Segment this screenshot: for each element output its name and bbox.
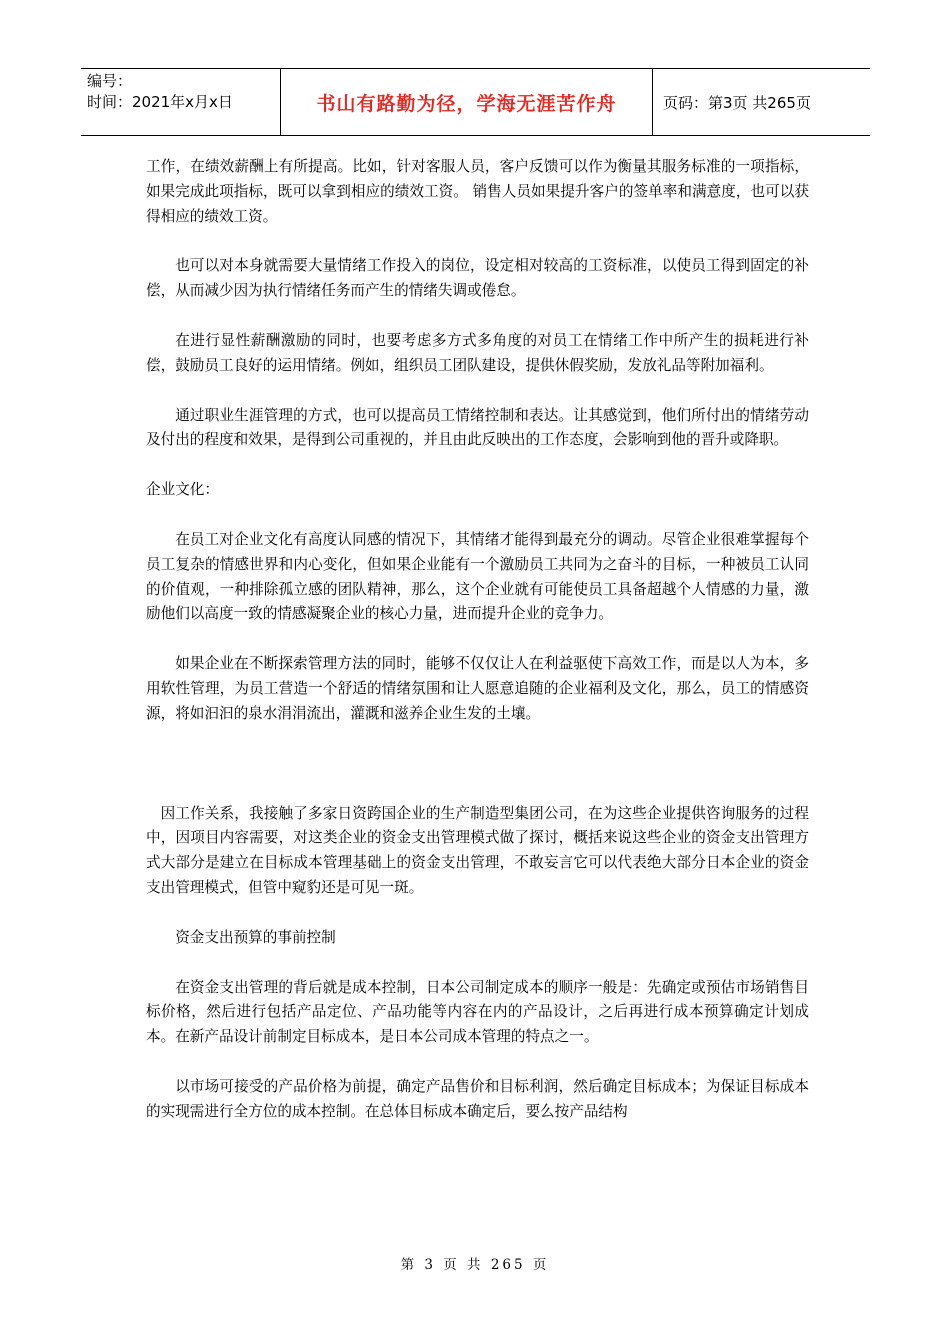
- header-meta: [81, 69, 281, 135]
- document-date-label: 时间：2021年x月x日: [87, 93, 233, 111]
- body-paragraph: 通过职业生涯管理的方式，也可以提高员工情绪控制和表达。让其感觉到，他们所付出的情绪劳动及付出的程度和效果，是得到公司重视的，并且由此反映出的工作态度，会影响到他的晋升或降职。: [146, 406, 809, 449]
- section-heading: 企业文化：: [146, 481, 219, 499]
- body-paragraph: 在进行显性薪酬激励的同时，也要考虑多方式多角度的对员工在情绪工作中所产生的损耗进行补偿，鼓励员工良好的运用情绪。例如，组织员工团队建设，提供休假奖励，发放礼品等附加福利。: [146, 331, 809, 374]
- header-page-info: 页码：第3页 共265页: [663, 93, 811, 112]
- page-header: [81, 68, 870, 136]
- body-paragraph: 因工作关系，我接触了多家日资跨国企业的生产制造型集团公司，在为这些企业提供咨询服务的过程中，因项目内容需要，对这类企业的资金支出管理模式做了探讨，概括来说这些企业的资金支出管理方式大部分是建立在目标成本管理基础上的资金支出管理，不敢妄言它可以代表绝大部分日本企业的资金支出管理模式，但管中窥豹还是可见一斑。: [146, 804, 809, 896]
- body-paragraph: 在资金支出管理的背后就是成本控制，日本公司制定成本的顺序一般是：先确定或预估市场销售目标价格，然后进行包括产品定位、产品功能等内容在内的产品设计，之后再进行成本预算确定计划成本。在新产品设计前制定目标成本，是日本公司成本管理的特点之一。: [146, 978, 809, 1046]
- section-heading: 资金支出预算的事前控制: [175, 928, 336, 946]
- body-paragraph: 工作，在绩效薪酬上有所提高。比如，针对客服人员，客户反馈可以作为衡量其服务标准的一项指标，如果完成此项指标，既可以拿到相应的绩效工资。 销售人员如果提升客户的签单率和满意度，也可以获得相应的绩效工资。: [146, 158, 809, 225]
- body-paragraph: 以市场可接受的产品价格为前提，确定产品售价和目标利润，然后确定目标成本；为保证目标成本的实现需进行全方位的成本控制。在总体目标成本确定后，要么按产品结构: [146, 1077, 809, 1120]
- body-paragraph: 如果企业在不断探索管理方法的同时，能够不仅仅让人在利益驱使下高效工作，而是以人为本，多用软性管理，为员工营造一个舒适的情绪氛围和让人愿意追随的企业福利及文化，那么，员工的情感资源，将如汩汩的泉水涓涓流出，灌溉和滋养企业生发的土壤。: [146, 655, 809, 722]
- header-slogan: 书山有路勤为径，学海无涯苦作舟: [281, 69, 653, 135]
- document-number-label: 编号：: [87, 72, 133, 90]
- section-spacer: [146, 752, 809, 802]
- body-paragraph: 在员工对企业文化有高度认同感的情况下，其情绪才能得到最充分的调动。尽管企业很难掌握每个员工复杂的情感世界和内心变化，但如果企业能有一个激励员工共同为之奋斗的目标，一种被员工认同的价值观，一种排除孤立感的团队精神，那么，这个企业就有可能使员工具备超越个人情感的力量，激励他们以高度一致的情感凝聚企业的核心力量，进而提升企业的竞争力。: [146, 530, 809, 623]
- body-paragraph: 也可以对本身就需要大量情绪工作投入的岗位，设定相对较高的工资标准，以使员工得到固定的补偿，从而减少因为执行情绪任务而产生的情绪失调或倦怠。: [146, 257, 809, 300]
- document-body: [146, 155, 809, 1150]
- page-footer: 第 3 页 共 265 页: [400, 1257, 550, 1273]
